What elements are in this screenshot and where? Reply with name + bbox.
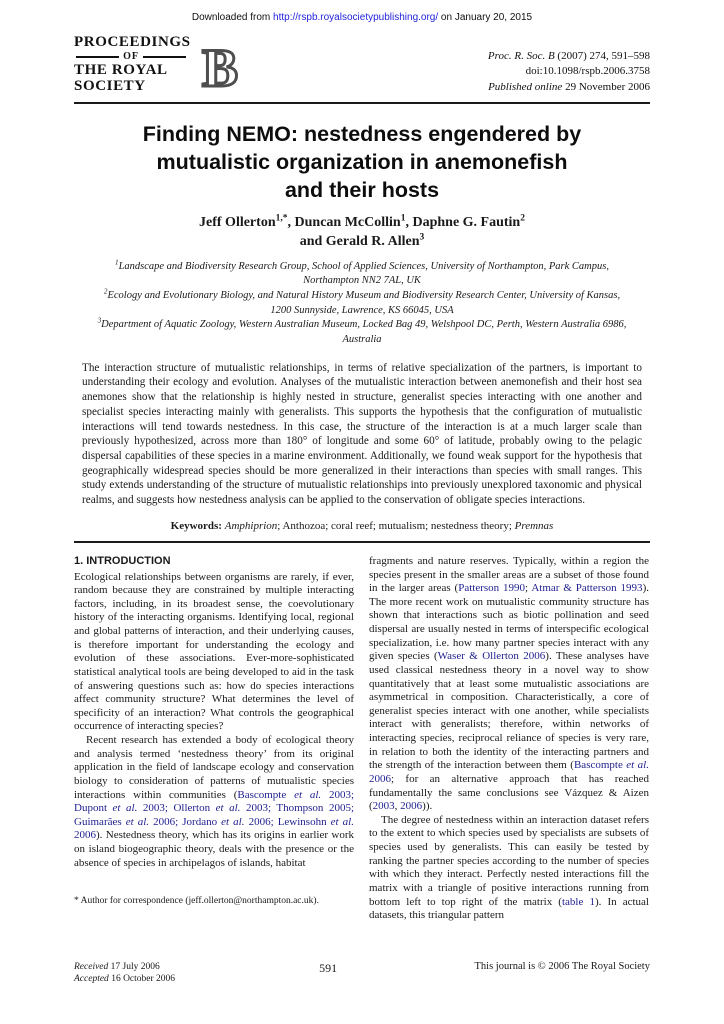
text-run: ; for an alternative approach that has reached fundamentally the same conclusions see Vázquez & Aizen (: [369, 772, 649, 813]
text-run: fragments and nature reserves. Typically, within a region the species present in the smaller areas are a subset of those found in the larger areas (: [369, 554, 649, 595]
citation-link[interactable]: et al.: [626, 759, 649, 772]
citation-line-journal: [488, 49, 650, 64]
logo-wordmark: [74, 35, 192, 94]
text-run: ;: [525, 582, 532, 595]
citation-link[interactable]: Bascompte: [237, 788, 295, 801]
body-paragraph: Ecological relationships between organisms are rarely, if ever, random because they are constrained by multiple interacting factors, including, in its broadest sense, the coevolutionary history of the interacting organisms. Identifying local, regional and global patterns of interaction, and their underlying causes, is therefore important for understanding the ecology and evolution of these associations. Ever-more-sophisticated statistical analytical tools are being developed to aid in the task of answering questions such as: how do species interactions affect community structure? What determines the level of specificity of an interaction? What controls the geographical occurrence of interacting species?: [74, 570, 354, 733]
authors-line-1: [74, 214, 650, 233]
dash-rule: [143, 56, 186, 58]
text-run: 3: [419, 232, 425, 243]
citation-link[interactable]: 2006; Jordano: [149, 815, 222, 828]
text-run: 2: [103, 287, 108, 296]
affiliation-1: [96, 260, 628, 289]
citation-line-published: [488, 80, 650, 95]
citation-link[interactable]: 2003; Ollerton: [137, 802, 216, 815]
text-run: ). Nestedness theory, which has its origins in earlier work on island biogeographic theory, deals with the presence or the absence of species in archipelagos of islands, habitat: [74, 829, 354, 869]
accepted-date: [74, 973, 243, 985]
citation-link[interactable]: 2006: [369, 772, 391, 785]
download-banner: [74, 12, 650, 23]
text-run: Published online: [488, 80, 563, 93]
text-run: ,: [394, 800, 401, 813]
citation-link[interactable]: 2006: [74, 829, 96, 842]
text-run: Landscape and Biodiversity Research Group, School of Applied Sciences, University of Northampton, Park Campus, Northampton NN2 7AL, UK: [118, 260, 609, 287]
text-run: ). These analyses have used classical nestedness theory in a novel way to show quantitatively that at least some mutualistic associations are asymmetrical in composition. Characteristically, a core of generalist species interact with one another, while specialists interact with generalists; therefore, within networks of interacting species, reciprocal reliance of species is very rare, in relation to both the identity of the interacting partners and the strength of the interaction between them (: [369, 650, 649, 772]
hyperlink[interactable]: http://rspb.royalsocietypublishing.org/: [273, 12, 439, 23]
text-run: )).: [422, 800, 433, 813]
title-line-3: and their hosts: [284, 177, 440, 202]
journal-copyright-note: This journal is © 2006 The Royal Society: [474, 961, 650, 972]
text-run: Jeff Ollerton: [199, 214, 276, 230]
text-run: and Gerald R. Allen: [299, 233, 420, 249]
correspondence-footnote: * Author for correspondence (jeff.ollerton@northampton.ac.uk).: [74, 896, 319, 907]
text-run: The degree of nestedness within an interaction dataset refers to the extent to which species used by specialists are subsets of species used by generalists. This can easily be tested by ranking the partner species according to the number of species with which they interact. Perfectly nested interactions fill the matrix with a triangle of positive interactions running from bottom left to top right of the matrix (: [369, 813, 649, 908]
text-run: 1,*: [275, 213, 288, 224]
citation-link[interactable]: Atmar & Patterson 1993: [531, 582, 643, 595]
keywords-line: [74, 520, 650, 532]
dash-rule: [76, 56, 119, 58]
abstract: The interaction structure of mutualistic relationships, in terms of relative specialization of the partners, is important to understanding their ecology and evolution. Analyses of the mutualistic interaction between anemonefish and their host sea anemones show that the relationship is highly nested in structure, generalist species interacting with one another and specialist species interacting mainly with generalists. This supports the hypothesis that the configuration of mutualistic interactions will tend towards nestedness. In this case, the structure of the interaction is at a much larger scale than previously hypothesized, across more than 180° of longitude and some 60° of latitude, probably owing to the pelagic dispersal capabilities of these species in a marine environment. Additionally, we found weak support for the hypothesis that geographically widespread species should be more generalized in their interactions than species with small ranges. This study extends understanding of the structure of mutualistic relationships into previously unexplored taxonomic and physical realms, and suggests how nestedness analysis can be applied to the conservation of obligate species interactions.: [82, 361, 642, 507]
text-run: ; Anthozoa; coral reef; mutualism; nestedness theory;: [277, 519, 515, 532]
title-line-2: mutualistic organization in anemonefish: [156, 149, 568, 174]
citation-link[interactable]: 2003; Dupont: [74, 788, 354, 815]
text-run: 2: [520, 213, 525, 224]
text-run: 16 October 2006: [108, 974, 176, 985]
text-run: , Duncan McCollin: [287, 214, 401, 230]
citation-link[interactable]: et al.: [221, 815, 245, 828]
text-run: Received: [74, 962, 109, 972]
received-date: [74, 961, 243, 973]
text-run: Amphiprion: [224, 519, 278, 532]
citation-link[interactable]: et al.: [215, 802, 241, 815]
text-run: Accepted: [74, 974, 109, 985]
text-run: Department of Aquatic Zoology, Western Australian Museum, Locked Bag 49, Welshpool DC, Perth, Western Australia 6986, Australia: [101, 319, 627, 346]
series-b-letter-icon: B: [201, 38, 238, 98]
text-run: on January 20, 2015: [438, 12, 533, 23]
text-run: Premnas: [514, 519, 554, 532]
citation-link[interactable]: et al.: [125, 815, 150, 828]
text-run: ). The more recent work on mutualistic community structure has shown that interactions such as biotic pollination and seed dispersal are usually nested in terms of interspecific ecological specialization, i.e. how many partner species interact with any given species (: [369, 582, 649, 663]
article-title: [74, 121, 650, 205]
text-run: (2007) 274, 591–598: [554, 49, 650, 62]
citation-link[interactable]: 2003; Thompson 2005; Guimarães: [74, 802, 355, 828]
citation-link[interactable]: Patterson 1990: [458, 582, 526, 595]
right-column: [369, 555, 649, 923]
authors-line-2: [74, 233, 650, 252]
logo-of-label: OF: [123, 50, 139, 62]
text-run: Recent research has extended a body of ecological theory and analysis termed ‘nestedness theory’ from its original application in the field of landscape ecology and conservation biology to consideration of patterns of mutualistic species interactions within communities (: [74, 734, 354, 801]
text-run: 1: [400, 213, 406, 224]
body-paragraph: [74, 734, 354, 870]
citation-block: [488, 49, 650, 97]
citation-link[interactable]: 2003: [372, 800, 395, 813]
body-columns: [74, 555, 650, 923]
citation-line-doi: [488, 64, 650, 79]
royal-society-logo: [74, 35, 242, 97]
section-heading-introduction: 1. INTRODUCTION: [74, 554, 171, 567]
logo-line-society: SOCIETY: [74, 77, 146, 94]
page-number: 591: [319, 961, 338, 975]
citation-link[interactable]: Bascompte: [573, 759, 627, 772]
text-run: Proc. R. Soc. B: [487, 49, 555, 62]
citation-link[interactable]: 2006: [400, 800, 423, 813]
text-run: ). In actual datasets, this triangular pattern: [369, 895, 649, 922]
text-run: 29 November 2006: [562, 80, 650, 93]
left-column: [74, 555, 354, 923]
affiliations: [96, 260, 628, 348]
citation-link[interactable]: et al.: [330, 815, 354, 828]
citation-link[interactable]: et al.: [112, 802, 138, 815]
author-list: [74, 214, 650, 252]
text-run: Downloaded from: [191, 12, 274, 23]
text-run: , Daphne G. Fautin: [405, 214, 521, 230]
body-paragraph: [369, 814, 649, 923]
received-accepted-dates: [74, 961, 243, 986]
logo-line-proceedings: PROCEEDINGS: [74, 34, 191, 50]
logo-line-the-royal: THE ROYAL: [74, 61, 168, 78]
text-run: 3: [97, 316, 102, 325]
title-line-1: Finding NEMO: nestedness engendered by: [142, 122, 582, 146]
body-paragraph: [369, 555, 649, 814]
page-footer: [74, 961, 650, 986]
citation-link[interactable]: 2006; Lewinsohn: [244, 815, 331, 828]
citation-link[interactable]: et al.: [294, 788, 322, 801]
affiliation-2: [96, 289, 628, 318]
text-run: Keywords:: [170, 519, 225, 532]
citation-link[interactable]: Waser & Ollerton 2006: [437, 650, 546, 663]
citation-link[interactable]: table 1: [561, 895, 595, 908]
text-run: doi:10.1098/rspb.2006.3758: [525, 65, 650, 78]
abstract-divider-rule: [74, 541, 650, 543]
masthead: [74, 33, 650, 104]
affiliation-3: [96, 318, 628, 347]
text-run: 17 July 2006: [108, 962, 160, 972]
text-run: 1: [115, 258, 119, 267]
text-run: Ecology and Evolutionary Biology, and Natural History Museum and Biodiversity Research Center, University of Kansas, 1200 Sunnyside, Lawrence, KS 66045, USA: [107, 289, 621, 316]
